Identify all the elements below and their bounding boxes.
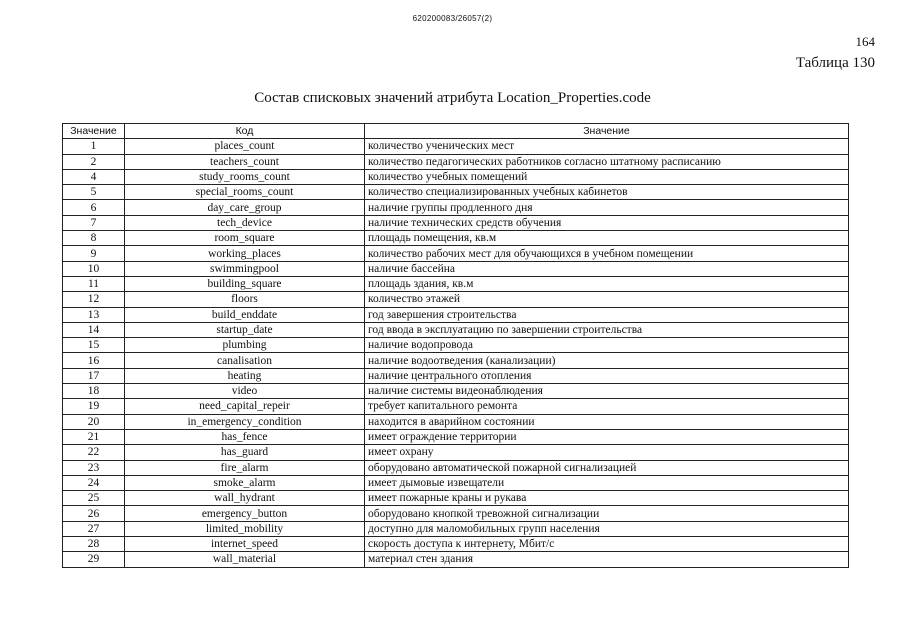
row-number-cell: 26 bbox=[63, 506, 125, 521]
row-description-cell: наличие технических средств обучения bbox=[365, 215, 849, 230]
row-number-cell: 11 bbox=[63, 276, 125, 291]
table-row bbox=[63, 200, 849, 215]
row-description-cell: имеет ограждение территории bbox=[365, 429, 849, 444]
row-number-cell: 25 bbox=[63, 491, 125, 506]
row-number-cell: 20 bbox=[63, 414, 125, 429]
table-row bbox=[63, 506, 849, 521]
row-description-cell: наличие группы продленного дня bbox=[365, 200, 849, 215]
row-description-cell: находится в аварийном состоянии bbox=[365, 414, 849, 429]
table-row bbox=[63, 185, 849, 200]
row-code-cell: need_capital_repeir bbox=[125, 399, 365, 414]
row-number-cell: 19 bbox=[63, 399, 125, 414]
row-description-cell: доступно для маломобильных групп населения bbox=[365, 521, 849, 536]
row-code-cell: places_count bbox=[125, 139, 365, 154]
row-description-cell: количество рабочих мест для обучающихся в учебном помещении bbox=[365, 246, 849, 261]
row-description-cell: количество этажей bbox=[365, 292, 849, 307]
row-code-cell: video bbox=[125, 384, 365, 399]
table-row bbox=[63, 399, 849, 414]
table-row bbox=[63, 353, 849, 368]
row-number-cell: 5 bbox=[63, 185, 125, 200]
row-description-cell: оборудовано кнопкой тревожной сигнализации bbox=[365, 506, 849, 521]
row-description-cell: год ввода в эксплуатацию по завершении строительства bbox=[365, 322, 849, 337]
row-number-cell: 17 bbox=[63, 368, 125, 383]
row-number-cell: 7 bbox=[63, 215, 125, 230]
table-row bbox=[63, 521, 849, 536]
column-header-code: Код bbox=[125, 124, 365, 139]
row-description-cell: требует капитального ремонта bbox=[365, 399, 849, 414]
table-row bbox=[63, 429, 849, 444]
row-number-cell: 13 bbox=[63, 307, 125, 322]
table-row bbox=[63, 307, 849, 322]
row-number-cell: 9 bbox=[63, 246, 125, 261]
row-number-cell: 14 bbox=[63, 322, 125, 337]
row-code-cell: special_rooms_count bbox=[125, 185, 365, 200]
row-code-cell: wall_material bbox=[125, 552, 365, 567]
row-code-cell: swimmingpool bbox=[125, 261, 365, 276]
row-code-cell: internet_speed bbox=[125, 537, 365, 552]
row-number-cell: 8 bbox=[63, 231, 125, 246]
row-code-cell: teachers_count bbox=[125, 154, 365, 169]
table-row bbox=[63, 414, 849, 429]
row-number-cell: 2 bbox=[63, 154, 125, 169]
table-row bbox=[63, 246, 849, 261]
row-code-cell: working_places bbox=[125, 246, 365, 261]
table-header bbox=[63, 124, 849, 139]
row-description-cell: имеет пожарные краны и рукава bbox=[365, 491, 849, 506]
row-number-cell: 28 bbox=[63, 537, 125, 552]
row-number-cell: 16 bbox=[63, 353, 125, 368]
row-number-cell: 6 bbox=[63, 200, 125, 215]
table-row bbox=[63, 169, 849, 184]
row-description-cell: количество ученических мест bbox=[365, 139, 849, 154]
table-caption: Состав списковых значений атрибута Location_Properties.code bbox=[254, 90, 651, 106]
row-description-cell: имеет дымовые извещатели bbox=[365, 475, 849, 490]
row-code-cell: canalisation bbox=[125, 353, 365, 368]
document-id: 620200083/26057(2) bbox=[412, 14, 493, 23]
table-row bbox=[63, 276, 849, 291]
row-code-cell: has_guard bbox=[125, 445, 365, 460]
row-code-cell: smoke_alarm bbox=[125, 475, 365, 490]
table-row bbox=[63, 261, 849, 276]
row-code-cell: room_square bbox=[125, 231, 365, 246]
row-description-cell: имеет охрану bbox=[365, 445, 849, 460]
row-description-cell: материал стен здания bbox=[365, 552, 849, 567]
header-row bbox=[63, 124, 849, 139]
row-code-cell: day_care_group bbox=[125, 200, 365, 215]
row-description-cell: наличие водопровода bbox=[365, 338, 849, 353]
table-row bbox=[63, 537, 849, 552]
row-code-cell: study_rooms_count bbox=[125, 169, 365, 184]
row-description-cell: оборудовано автоматической пожарной сигнализацией bbox=[365, 460, 849, 475]
row-number-cell: 29 bbox=[63, 552, 125, 567]
row-description-cell: наличие системы видеонаблюдения bbox=[365, 384, 849, 399]
row-number-cell: 27 bbox=[63, 521, 125, 536]
row-code-cell: building_square bbox=[125, 276, 365, 291]
table-row bbox=[63, 491, 849, 506]
row-number-cell: 18 bbox=[63, 384, 125, 399]
row-number-cell: 10 bbox=[63, 261, 125, 276]
row-code-cell: tech_device bbox=[125, 215, 365, 230]
row-number-cell: 15 bbox=[63, 338, 125, 353]
table-row bbox=[63, 338, 849, 353]
row-number-cell: 4 bbox=[63, 169, 125, 184]
table-row bbox=[63, 215, 849, 230]
row-code-cell: startup_date bbox=[125, 322, 365, 337]
table-row bbox=[63, 231, 849, 246]
row-code-cell: wall_hydrant bbox=[125, 491, 365, 506]
row-number-cell: 21 bbox=[63, 429, 125, 444]
column-header-description: Значение bbox=[365, 124, 849, 139]
column-header-number: Значение bbox=[63, 124, 125, 139]
row-description-cell: год завершения строительства bbox=[365, 307, 849, 322]
table-row bbox=[63, 460, 849, 475]
table-label: Таблица 130 bbox=[795, 55, 875, 71]
row-code-cell: limited_mobility bbox=[125, 521, 365, 536]
row-number-cell: 22 bbox=[63, 445, 125, 460]
row-description-cell: наличие водоотведения (канализации) bbox=[365, 353, 849, 368]
row-number-cell: 1 bbox=[63, 139, 125, 154]
table-row bbox=[63, 368, 849, 383]
row-description-cell: количество учебных помещений bbox=[365, 169, 849, 184]
row-description-cell: площадь здания, кв.м bbox=[365, 276, 849, 291]
row-code-cell: fire_alarm bbox=[125, 460, 365, 475]
table-body bbox=[63, 139, 849, 567]
row-code-cell: in_emergency_condition bbox=[125, 414, 365, 429]
table-row bbox=[63, 154, 849, 169]
row-code-cell: has_fence bbox=[125, 429, 365, 444]
row-description-cell: наличие центрального отопления bbox=[365, 368, 849, 383]
table-row bbox=[63, 322, 849, 337]
row-description-cell: площадь помещения, кв.м bbox=[365, 231, 849, 246]
page-number: 164 bbox=[855, 34, 875, 49]
row-description-cell: наличие бассейна bbox=[365, 261, 849, 276]
row-code-cell: build_enddate bbox=[125, 307, 365, 322]
row-number-cell: 23 bbox=[63, 460, 125, 475]
row-code-cell: emergency_button bbox=[125, 506, 365, 521]
table-row bbox=[63, 445, 849, 460]
table-row bbox=[63, 475, 849, 490]
row-code-cell: floors bbox=[125, 292, 365, 307]
row-description-cell: количество специализированных учебных кабинетов bbox=[365, 185, 849, 200]
table-row bbox=[63, 139, 849, 154]
row-number-cell: 12 bbox=[63, 292, 125, 307]
row-description-cell: количество педагогических работников согласно штатному расписанию bbox=[365, 154, 849, 169]
table-row bbox=[63, 292, 849, 307]
row-description-cell: скорость доступа к интернету, Мбит/с bbox=[365, 537, 849, 552]
row-code-cell: plumbing bbox=[125, 338, 365, 353]
row-code-cell: heating bbox=[125, 368, 365, 383]
row-number-cell: 24 bbox=[63, 475, 125, 490]
values-table bbox=[62, 123, 849, 568]
table-row bbox=[63, 384, 849, 399]
table-row bbox=[63, 552, 849, 567]
